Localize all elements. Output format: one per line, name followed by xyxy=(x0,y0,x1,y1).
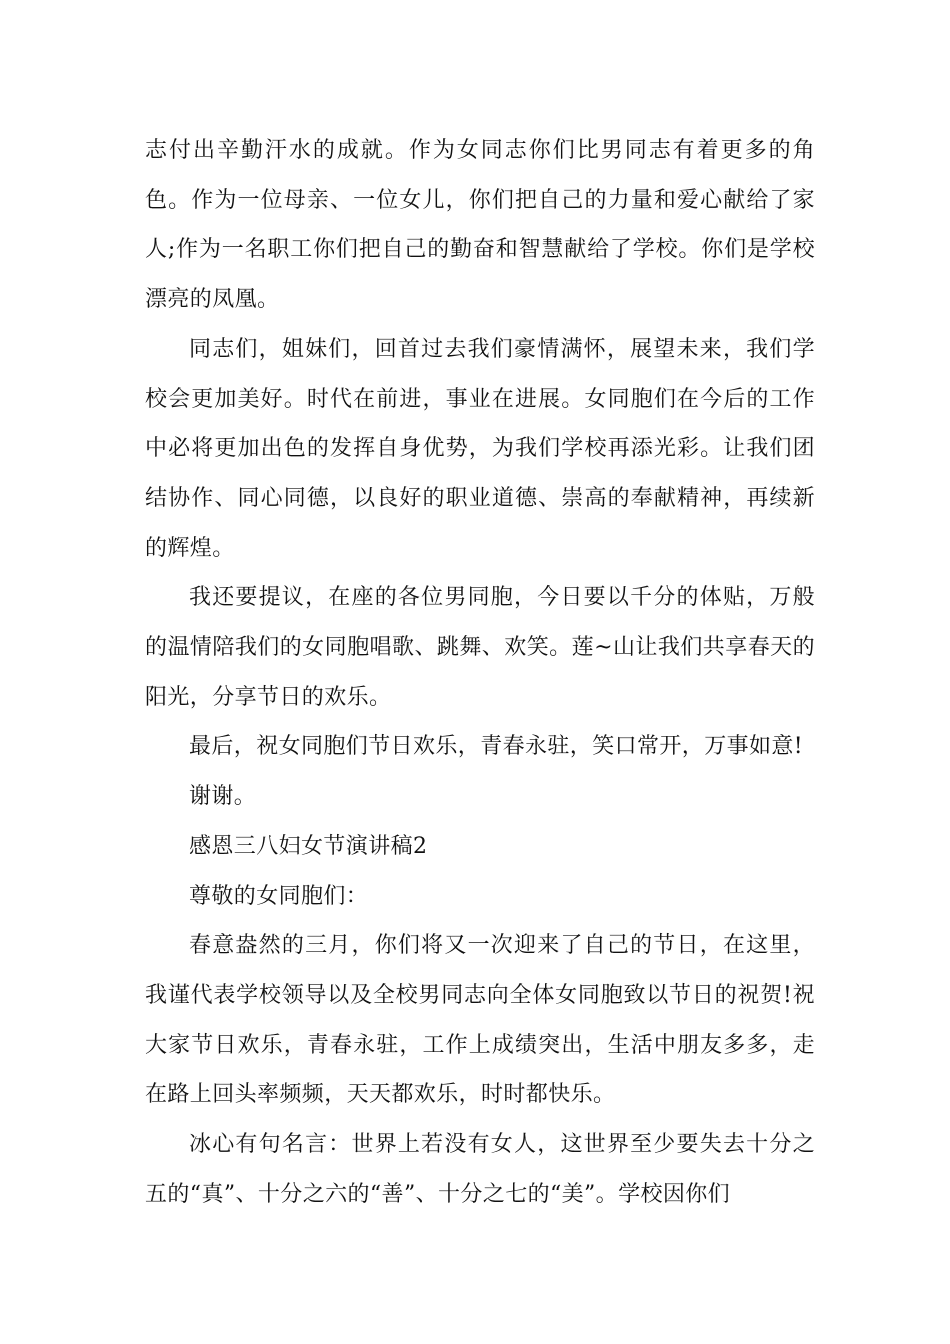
paragraph-continuation: 志付出辛勤汗水的成就。作为女同志你们比男同志有着更多的角色。作为一位母亲、一位女儿，你们把自己的力量和爱心献给了家人;作为一名职工你们把自己的勤奋和智慧献给了学校。你们是学校漂亮的凤凰。 xyxy=(145,138,815,313)
document-body xyxy=(145,126,815,1219)
paragraph-quote: 冰心有句名言：世界上若没有女人，这世界至少要失去十分之五的“真”、十分之六的“善”、十分之七的“美”。学校因你们 xyxy=(145,1132,815,1207)
paragraph-spring: 春意盎然的三月，你们将又一次迎来了自己的节日，在这里，我谨代表学校领导以及全校男同志向全体女同胞致以节日的祝贺!祝大家节日欢乐，青春永驻，工作上成绩突出，生活中朋友多多，走在路上回头率频频，天天都欢乐，时时都快乐。 xyxy=(145,933,815,1108)
salutation: 尊敬的女同胞们： xyxy=(189,883,369,909)
paragraph-wishes: 最后，祝女同胞们节日欢乐，青春永驻，笑口常开，万事如意! xyxy=(189,734,804,760)
paragraph-comrades: 同志们，姐妹们，回首过去我们豪情满怀，展望未来，我们学校会更加美好。时代在前进，事业在进展。女同胞们在今后的工作中必将更加出色的发挥自身优势，为我们学校再添光彩。让我们团结协作、同心同德，以良好的职业道德、崇高的奉献精神，再续新的辉煌。 xyxy=(145,336,815,561)
paragraph-proposal: 我还要提议，在座的各位男同胞，今日要以千分的体贴，万般的温情陪我们的女同胞唱歌、跳舞、欢笑。莲~山让我们共享春天的阳光，分享节日的欢乐。 xyxy=(145,585,815,710)
section-heading: 感恩三八妇女节演讲稿2 xyxy=(189,833,428,859)
paragraph-thanks: 谢谢。 xyxy=(189,784,257,810)
